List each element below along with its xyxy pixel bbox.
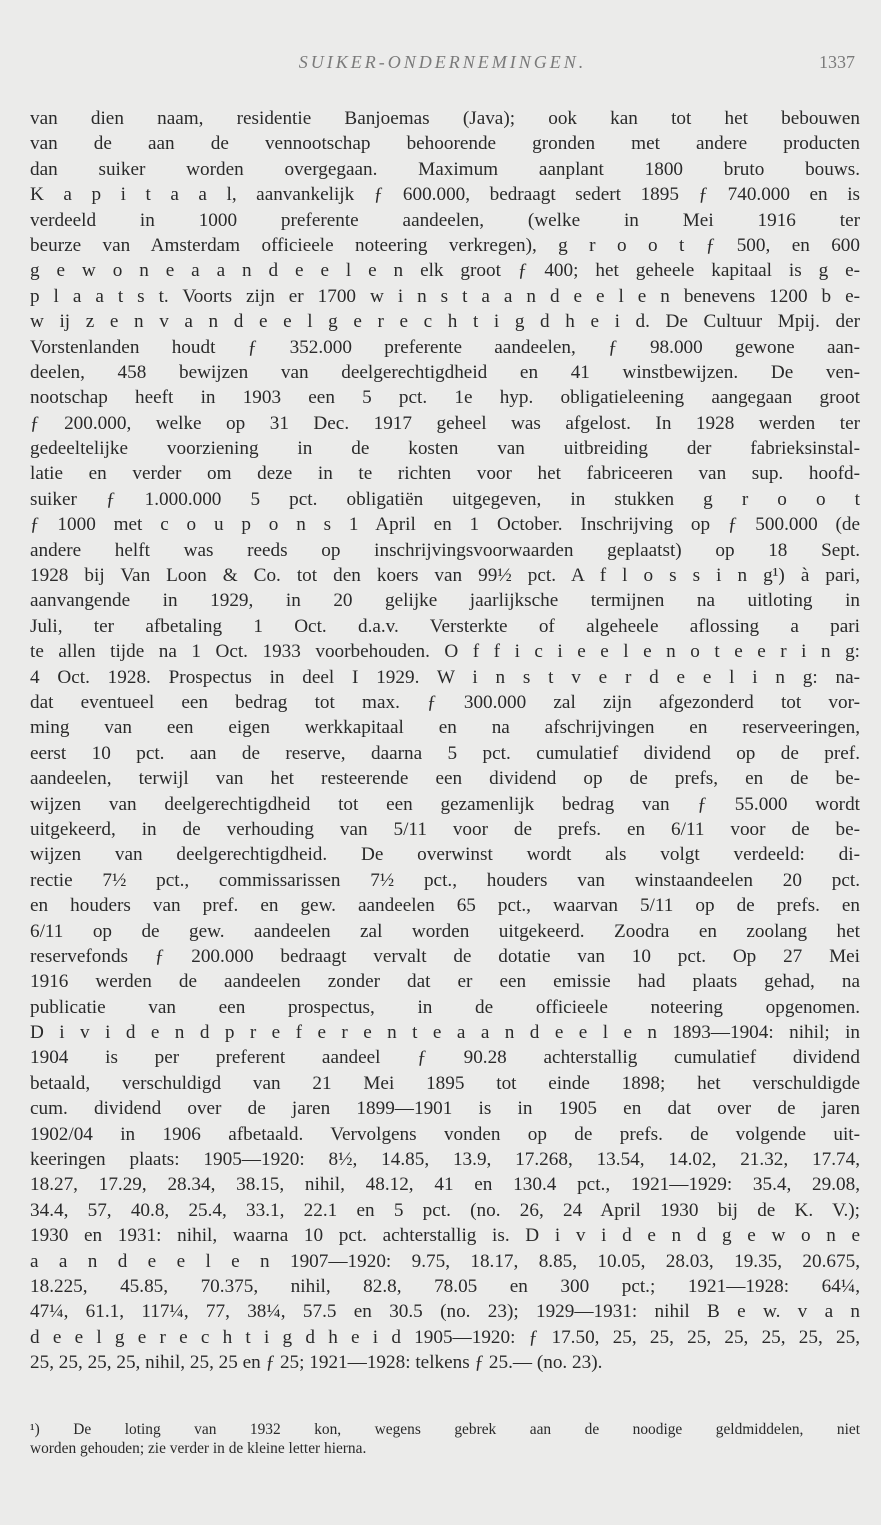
- text-line: aanvangende in 1929, in 20 gelijke jaarlijksche termijnen na uitloting in: [30, 590, 860, 612]
- text-line: 1904 is per preferent aandeel ƒ 90.28 achterstallig cumulatief dividend: [30, 1047, 860, 1069]
- text-line: 18.27, 17.29, 28.34, 38.15, nihil, 48.12, 41 en 130.4 pct., 1921—1929: 35.4, 29.08,: [30, 1174, 860, 1196]
- page-header: [30, 52, 855, 80]
- text-line: nootschap heeft in 1903 een 5 pct. 1e hyp. obligatieleening aangegaan groot: [30, 387, 860, 409]
- footnote-line: ¹) De loting van 1932 kon, wegens gebrek aan de noodige geldmiddelen, niet: [30, 1421, 860, 1438]
- text-line: 47¼, 61.1, 117¼, 77, 38¼, 57.5 en 30.5 (no. 23); 1929—1931: nihil B e w. v a n: [30, 1301, 860, 1323]
- text-line: van de aan de vennootschap behoorende gronden met andere producten: [30, 133, 860, 155]
- text-line: verdeeld in 1000 preferente aandeelen, (welke in Mei 1916 ter: [30, 209, 860, 231]
- text-line: 1930 en 1931: nihil, waarna 10 pct. achterstallig is. D i v i d e n d g e w o n e: [30, 1225, 860, 1247]
- text-line: d e e l g e r e c h t i g d h e i d 1905—1920: ƒ 17.50, 25, 25, 25, 25, 25, 25, 25,: [30, 1326, 860, 1348]
- text-line: ƒ 1000 met c o u p o n s 1 April en 1 October. Inschrijving op ƒ 500.000 (de: [30, 514, 860, 536]
- footnote-line: worden gehouden; zie verder in de kleine letter hierna.: [30, 1440, 367, 1457]
- text-line: uitgekeerd, in de verhouding van 5/11 voor de prefs. en 6/11 voor de be-: [30, 818, 860, 840]
- text-line: rectie 7½ pct., commissarissen 7½ pct., houders van winstaandeelen 20 pct.: [30, 869, 860, 891]
- text-line: cum. dividend over de jaren 1899—1901 is in 1905 en dat over de jaren: [30, 1098, 860, 1120]
- text-line: 34.4, 57, 40.8, 25.4, 33.1, 22.1 en 5 pct. (no. 26, 24 April 1930 bij de K. V.);: [30, 1199, 860, 1221]
- body-text: [30, 106, 860, 1376]
- text-line: te allen tijde na 1 Oct. 1933 voorbehouden. O f f i c i e e l e n o t e e r i n g:: [30, 641, 860, 663]
- text-line: deelen, 458 bewijzen van deelgerechtigdheid en 41 winstbewijzen. De ven-: [30, 361, 860, 383]
- text-line: wijzen van deelgerechtigdheid tot een gezamenlijk bedrag van ƒ 55.000 wordt: [30, 793, 860, 815]
- text-line: D i v i d e n d p r e f e r e n t e a a n d e e l e n 1893—1904: nihil; in: [30, 1022, 860, 1044]
- text-line: aandeelen, terwijl van het resteerende een dividend op de prefs, en de be-: [30, 768, 860, 790]
- text-line: publicatie van een prospectus, in de officieele noteering opgenomen.: [30, 996, 860, 1018]
- text-line: andere helft was reeds op inschrijvingsvoorwaarden geplaatst) op 18 Sept.: [30, 539, 860, 561]
- text-line: 4 Oct. 1928. Prospectus in deel I 1929. W i n s t v e r d e e l i n g: na-: [30, 666, 860, 688]
- text-line: van dien naam, residentie Banjoemas (Java); ook kan tot het bebouwen: [30, 108, 860, 129]
- text-line: wijzen van deelgerechtigdheid. De overwinst wordt als volgt verdeeld: di-: [30, 844, 860, 866]
- text-line: beurze van Amsterdam officieele noteering verkregen), g r o o t ƒ 500, en 600: [30, 234, 860, 256]
- running-head: SUIKER-ONDERNEMINGEN.: [298, 52, 587, 72]
- text-line: 1928 bij Van Loon & Co. tot den koers van 99½ pct. A f l o s s i n g¹) à pari,: [30, 565, 860, 587]
- text-line: betaald, verschuldigd van 21 Mei 1895 tot einde 1898; het verschuldigde: [30, 1072, 860, 1094]
- text-line: gedeeltelijke voorziening in de kosten van uitbreiding der fabrieksinstal-: [30, 438, 860, 460]
- text-line: Juli, ter afbetaling 1 Oct. d.a.v. Versterkte of algeheele aflossing a pari: [30, 615, 860, 637]
- text-line: 1916 werden de aandeelen zonder dat er een emissie had plaats gehad, na: [30, 971, 860, 993]
- text-line: Vorstenlanden houdt ƒ 352.000 preferente aandeelen, ƒ 98.000 gewone aan-: [30, 336, 860, 358]
- text-line: 6/11 op de gew. aandeelen zal worden uitgekeerd. Zoodra en zoolang het: [30, 920, 860, 942]
- text-line: 18.225, 45.85, 70.375, nihil, 82.8, 78.05 en 300 pct.; 1921—1928: 64¼,: [30, 1275, 860, 1297]
- text-line: dat eventueel een bedrag tot max. ƒ 300.000 zal zijn afgezonderd tot vor-: [30, 691, 860, 713]
- text-line: suiker ƒ 1.000.000 5 pct. obligatiën uitgegeven, in stukken g r o o t: [30, 488, 860, 510]
- text-line: keeringen plaats: 1905—1920: 8½, 14.85, 13.9, 17.268, 13.54, 14.02, 21.32, 17.74,: [30, 1149, 860, 1171]
- text-line: latie en verder om deze in te richten voor het fabriceeren van sup. hoofd-: [30, 463, 860, 485]
- text-line: en houders van pref. en gew. aandeelen 65 pct., waarvan 5/11 op de prefs. en: [30, 895, 860, 917]
- text-line: ƒ 200.000, welke op 31 Dec. 1917 geheel was afgelost. In 1928 werden ter: [30, 412, 860, 434]
- text-line: g e w o n e a a n d e e l e n elk groot ƒ 400; het geheele kapitaal is g e-: [30, 260, 860, 282]
- text-line: dan suiker worden overgegaan. Maximum aanplant 1800 bruto bouws.: [30, 158, 860, 180]
- text-line: a a n d e e l e n 1907—1920: 9.75, 18.17, 8.85, 10.05, 28.03, 19.35, 20.675,: [30, 1250, 860, 1272]
- text-line: K a p i t a a l, aanvankelijk ƒ 600.000, bedraagt sedert 1895 ƒ 740.000 en is: [30, 184, 860, 206]
- text-line: p l a a t s t. Voorts zijn er 1700 w i n s t a a n d e e l e n benevens 1200 b e-: [30, 285, 860, 307]
- text-line: ming van een eigen werkkapitaal en na afschrijvingen en reserveeringen,: [30, 717, 860, 739]
- page-number: 1337: [819, 52, 855, 72]
- text-line: 1902/04 in 1906 afbetaald. Vervolgens vonden op de prefs. de volgende uit-: [30, 1123, 860, 1145]
- text-line: reservefonds ƒ 200.000 bedraagt vervalt de dotatie van 10 pct. Op 27 Mei: [30, 945, 860, 967]
- text-line: eerst 10 pct. aan de reserve, daarna 5 pct. cumulatief dividend op de pref.: [30, 742, 860, 764]
- text-line: w ij z e n v a n d e e l g e r e c h t i g d h e i d. De Cultuur Mpij. der: [30, 311, 860, 333]
- footnotes: [30, 1420, 860, 1458]
- text-line: 25, 25, 25, 25, nihil, 25, 25 en ƒ 25; 1921—1928: telkens ƒ 25.— (no. 23).: [30, 1352, 603, 1374]
